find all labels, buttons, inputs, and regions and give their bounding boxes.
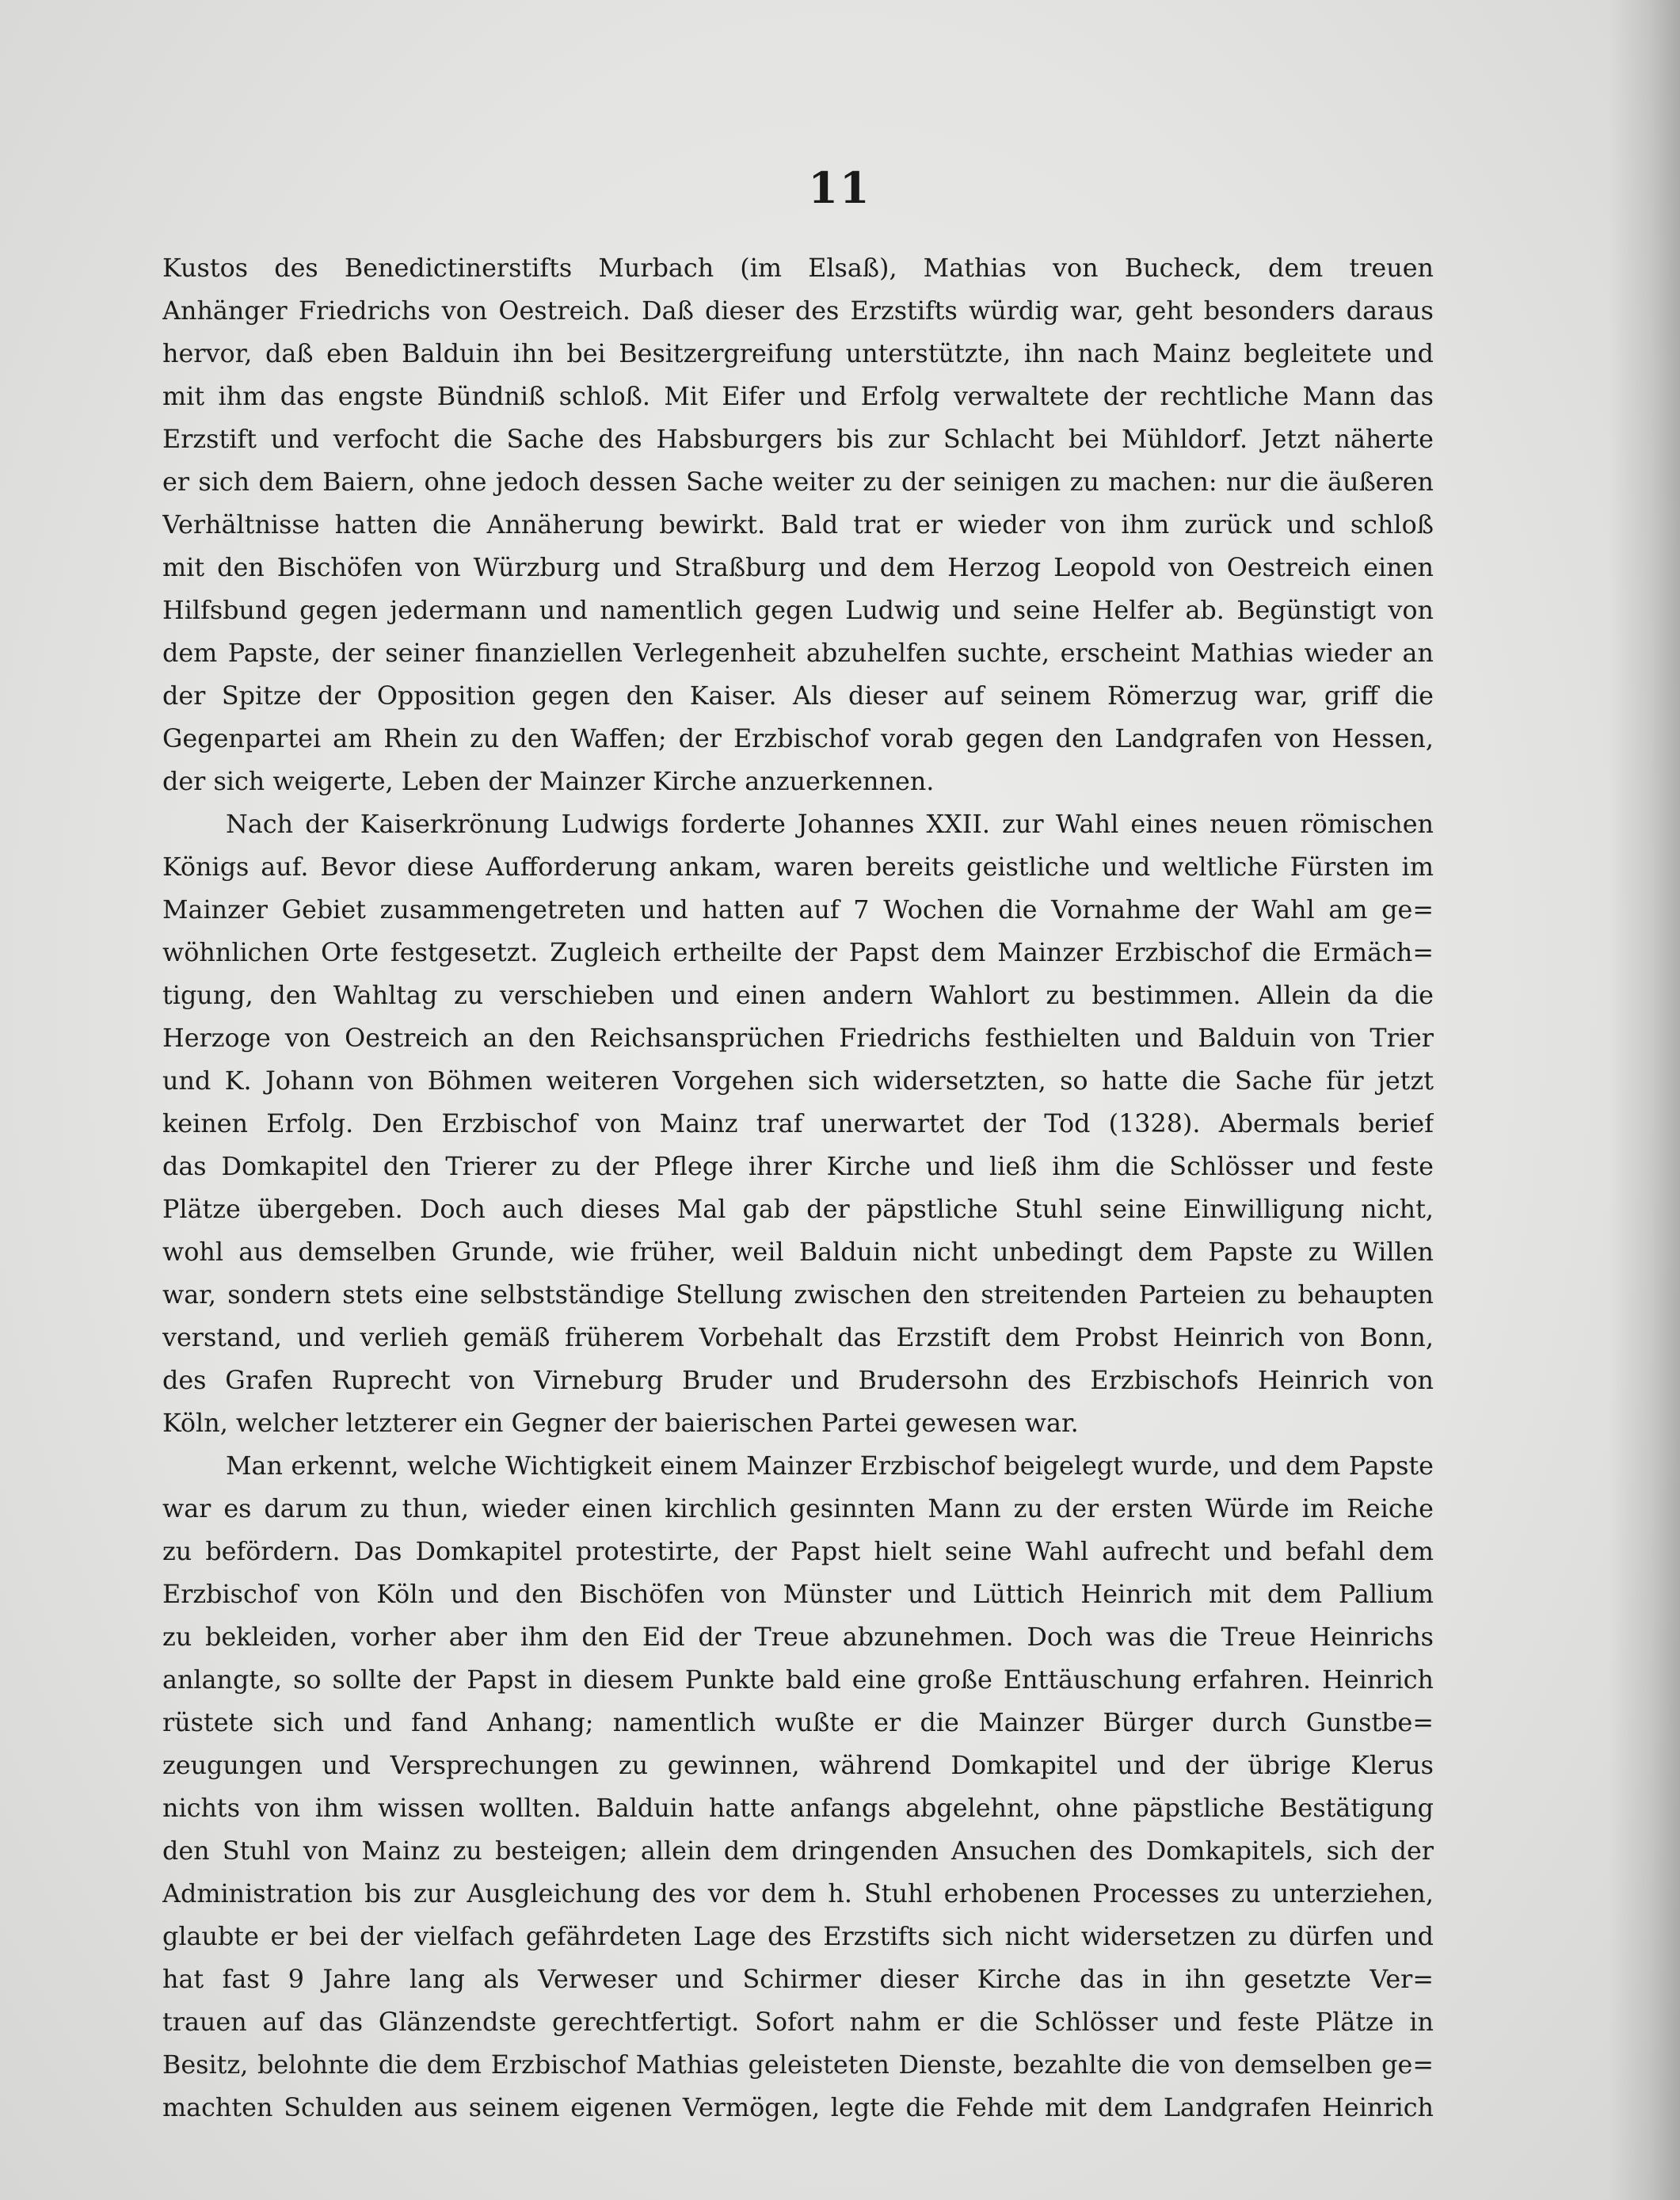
text-line: Verhältnisse hatten die Annäherung bewirkt. Bald trat er wieder von ihm zurück und schloß [162,510,1434,540]
text-line: wohl aus demselben Grunde, wie früher, weil Balduin nicht unbedingt dem Papste zu Willen [162,1237,1434,1267]
text-line: Man erkennt, welche Wichtigkeit einem Mainzer Erzbischof beigelegt wurde, und dem Papste [226,1451,1434,1481]
text-line: Kustos des Benedictinerstifts Murbach (im Elsaß), Mathias von Bucheck, dem treuen [162,254,1434,283]
text-line: anlangte, so sollte der Papst in diesem Punkte bald eine große Enttäuschung erfahren. Heinrich [162,1665,1434,1695]
text-line: Hilfsbund gegen jedermann und namentlich gegen Ludwig und seine Helfer ab. Begünstigt von [162,596,1434,625]
text-line: mit den Bischöfen von Würzburg und Straßburg und dem Herzog Leopold von Oestreich einen [162,553,1434,582]
text-line: Herzoge von Oestreich an den Reichsansprüchen Friedrichs festhielten und Balduin von Trier [162,1024,1434,1053]
text-line: hervor, daß eben Balduin ihn bei Besitzergreifung unterstützte, ihn nach Mainz begleitete und [162,339,1434,368]
text-line: Nach der Kaiserkrönung Ludwigs forderte Johannes XXII. zur Wahl eines neuen römischen [226,810,1434,839]
text-line: nichts von ihm wissen wollten. Balduin hatte anfangs abgelehnt, ohne päpstliche Bestätigung [162,1794,1434,1823]
text-line: war, sondern stets eine selbstständige Stellung zwischen den streitenden Parteien zu behaupten [162,1280,1434,1310]
text-line: Besitz, belohnte die dem Erzbischof Mathias geleisteten Dienste, bezahlte die von demselben ge= [162,2050,1434,2080]
text-line: Plätze übergeben. Doch auch dieses Mal gab der päpstliche Stuhl seine Einwilligung nicht, [162,1195,1434,1224]
page-edge-shadow [1609,0,1680,2200]
text-line: zu befördern. Das Domkapitel protestirte, der Papst hielt seine Wahl aufrecht und befahl dem [162,1537,1434,1566]
text-line: Köln, welcher letzterer ein Gegner der baierischen Partei gewesen war. [162,1409,1079,1438]
text-line: Erzstift und verfocht die Sache des Habsburgers bis zur Schlacht bei Mühldorf. Jetzt näherte [162,425,1434,454]
text-line: den Stuhl von Mainz zu besteigen; allein dem dringenden Ansuchen des Domkapitels, sich der [162,1836,1434,1866]
text-line: der Spitze der Opposition gegen den Kaiser. Als dieser auf seinem Römerzug war, griff die [162,681,1434,711]
text-line: zeugungen und Versprechungen zu gewinnen, während Domkapitel und der übrige Klerus [162,1751,1434,1780]
text-line: Administration bis zur Ausgleichung des vor dem h. Stuhl erhobenen Processes zu unterziehen, [162,1879,1434,1908]
text-line: das Domkapitel den Trierer zu der Pflege ihrer Kirche und ließ ihm die Schlösser und feste [162,1152,1434,1181]
text-line: zu bekleiden, vorher aber ihm den Eid der Treue abzunehmen. Doch was die Treue Heinrichs [162,1622,1434,1652]
text-line: trauen auf das Glänzendste gerechtfertigt. Sofort nahm er die Schlösser und feste Plätze in [162,2007,1434,2037]
text-line: mit ihm das engste Bündniß schloß. Mit Eifer und Erfolg verwaltete der rechtliche Mann das [162,382,1434,411]
text-line: dem Papste, der seiner finanziellen Verlegenheit abzuhelfen suchte, erscheint Mathias wieder an [162,639,1434,668]
body-text [162,247,1434,2129]
text-line: machten Schulden aus seinem eigenen Vermögen, legte die Fehde mit dem Landgrafen Heinrich [162,2093,1434,2122]
text-line: Königs auf. Bevor diese Aufforderung ankam, waren bereits geistliche und weltliche Fürsten im [162,852,1434,882]
text-line: der sich weigerte, Leben der Mainzer Kirche anzuerkennen. [162,767,935,796]
text-line: wöhnlichen Orte festgesetzt. Zugleich ertheilte der Papst dem Mainzer Erzbischof die Ermäch= [162,938,1434,967]
page-number: 11 [808,162,871,213]
text-line: Mainzer Gebiet zusammengetreten und hatten auf 7 Wochen die Vornahme der Wahl am ge= [162,895,1434,925]
text-line: verstand, und verlieh gemäß früherem Vorbehalt das Erzstift dem Probst Heinrich von Bonn, [162,1323,1434,1352]
text-line: Erzbischof von Köln und den Bischöfen von Münster und Lüttich Heinrich mit dem Pallium [162,1580,1434,1609]
text-line: tigung, den Wahltag zu verschieben und einen andern Wahlort zu bestimmen. Allein da die [162,981,1434,1010]
text-line: Gegenpartei am Rhein zu den Waffen; der Erzbischof vorab gegen den Landgrafen von Hessen, [162,724,1434,753]
text-line: er sich dem Baiern, ohne jedoch dessen Sache weiter zu der seinigen zu machen: nur die äußeren [162,467,1434,497]
text-line: und K. Johann von Böhmen weiteren Vorgehen sich widersetzten, so hatte die Sache für jetzt [162,1066,1434,1096]
text-line: hat fast 9 Jahre lang als Verweser und Schirmer dieser Kirche das in ihn gesetzte Ver= [162,1965,1434,1994]
text-line: des Grafen Ruprecht von Virneburg Bruder und Brudersohn des Erzbischofs Heinrich von [162,1366,1434,1395]
text-line: keinen Erfolg. Den Erzbischof von Mainz traf unerwartet der Tod (1328). Abermals berief [162,1109,1434,1138]
text-line: war es darum zu thun, wieder einen kirchlich gesinnten Mann zu der ersten Würde im Reiche [162,1494,1434,1523]
text-line: glaubte er bei der vielfach gefährdeten Lage des Erzstifts sich nicht widersetzen zu dürfen und [162,1922,1434,1951]
text-line: Anhänger Friedrichs von Oestreich. Daß dieser des Erzstifts würdig war, geht besonders daraus [162,296,1434,326]
text-line: rüstete sich und fand Anhang; namentlich wußte er die Mainzer Bürger durch Gunstbe= [162,1708,1434,1737]
